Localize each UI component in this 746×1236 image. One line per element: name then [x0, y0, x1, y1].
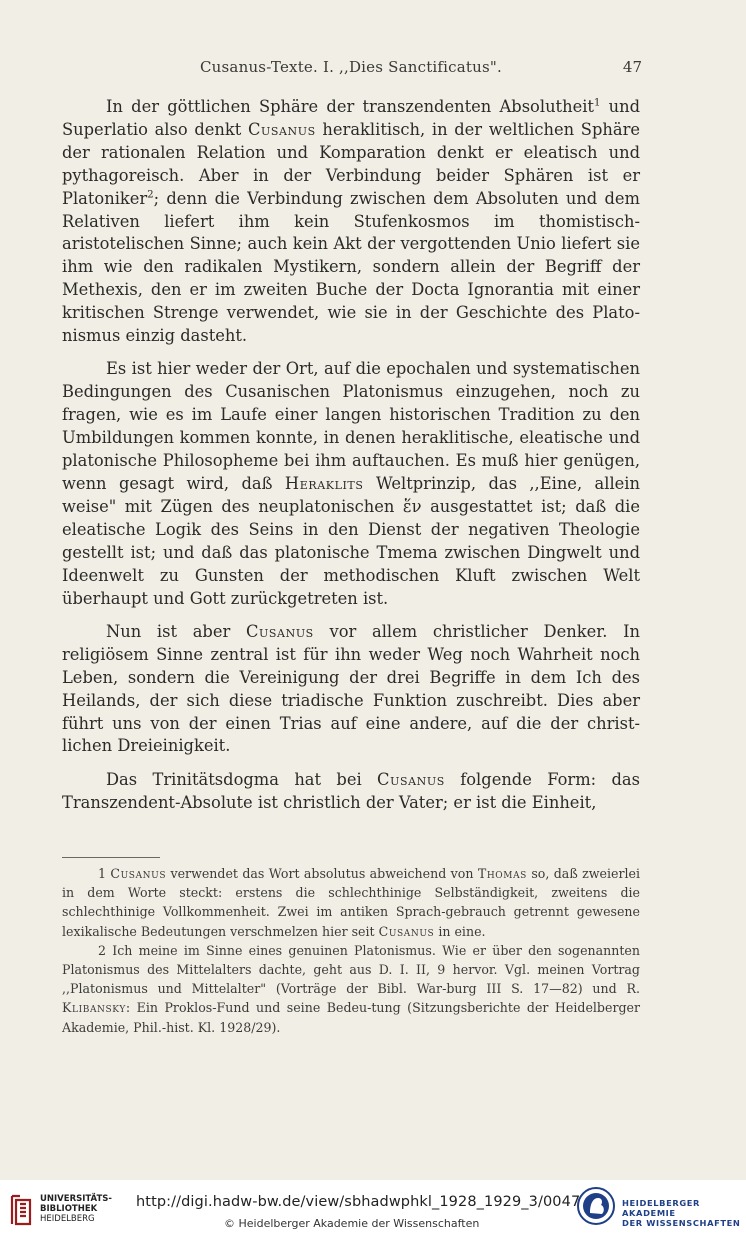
text-run: und Superlatio also denkt — [62, 97, 640, 139]
paragraph-4 — [62, 769, 640, 815]
paragraph-1 — [62, 96, 640, 348]
running-title: Cusanus-Texte. I. ,,Dies Sanctificatus". — [200, 58, 502, 76]
university-library-name — [40, 1194, 112, 1224]
text-run: vor allem christlicher Denker. In religiösem Sinne zentral ist für ihn weder Weg noch Wahrheit noch Leben, sondern die Vereinigung der drei Begriffe in dem Ich des Heilands, der sich diese triadische Funktion zuschreibt. Dies aber führt uns von der einen Trias auf eine andere, auf die der christ-lichen Dreieinigkeit. — [62, 621, 640, 756]
text-run: in eine. — [434, 923, 486, 939]
footnote-divider — [62, 857, 160, 858]
author-name: Thomas — [477, 866, 527, 881]
academy-seal-icon — [576, 1186, 616, 1226]
footnote-marker: 1 — [593, 97, 601, 109]
text-run: Nun ist aber — [106, 621, 246, 641]
page-number: 47 — [622, 58, 642, 76]
footnote-1 — [62, 864, 640, 941]
author-name: Cusanus — [110, 866, 167, 881]
text-run: Das Trinitätsdogma hat bei — [106, 769, 378, 789]
library-name-line3: HEIDELBERG — [40, 1214, 95, 1224]
text-run: verwendet das Wort absolutus abweichend von — [166, 866, 478, 881]
text-run: folgende Form: das Transzendent-Absolute ist christlich der Vater; er ist die Einheit, — [62, 769, 640, 812]
author-name: Cusanus — [378, 923, 435, 939]
author-name: Heraklits — [284, 474, 364, 493]
text-run: 2 Ich meine im Sinne eines genuinen Platonismus. Wie er über den sogenannten Platonismus des Mittelalters dachte, geht aus D. I. II, 9 hervor. Vgl. meinen Vortrag ,,Platonismus und Mittelalter" (Vorträge der Bibl. War-burg III S. 17—82) und R. — [62, 942, 640, 997]
academy-name-line1: HEIDELBERGER AKADEMIE — [622, 1198, 700, 1218]
text-run: 1 — [98, 866, 111, 881]
paragraph-2 — [62, 358, 640, 610]
footnote-2 — [62, 941, 640, 1037]
text-run: : Ein Proklos-Fund und seine Bedeu-tung (Sitzungsberichte der Heidelberger Akademie, Phil.-hist. Kl. 1928/29). — [62, 1000, 640, 1035]
footnotes — [62, 864, 640, 1037]
author-name: Cusanus — [377, 769, 445, 789]
text-run: Weltprinzip, das ,,Eine, allein weise" mit Zügen des neuplatonischen ἕν ausgestattet ist; daß die eleatische Logik des Seins in den Dienst der negativen Theologie gestellt ist; und daß das platonische Tmema zwischen Dingwelt und Ideenwelt zu Gunsten der methodischen Kluft zwischen Welt überhaupt und Gott zurückgetreten ist. — [62, 474, 641, 608]
main-text — [62, 96, 640, 825]
author-name: Cusanus — [247, 119, 316, 139]
text-run: heraklitisch, in der weltlichen Sphäre der rationalen Relation und Komparation denkt er eleatisch und pythagoreisch. Aber in der Verbindung beider Sphären ist er Platoniker — [62, 119, 640, 208]
running-header — [62, 58, 642, 80]
author-name: Cusanus — [245, 621, 314, 641]
permalink[interactable]: http://digi.hadw-bw.de/view/sbhadwphkl_1928_1929_3/0047 — [136, 1194, 581, 1210]
text-run: so, daß zweierlei in dem Worte steckt: erstens die schlechthinige Selbständigkeit, zweitens die schlechthinige Vollkommenheit. Zwei im antiken Sprach-gebrauch getrennt gewesene lexikalische Bedeutungen verschmelzen hier seit — [62, 866, 640, 939]
author-name: Klibansky — [62, 1000, 126, 1016]
paragraph-3 — [62, 621, 640, 758]
text-run: ; denn die Verbindung zwischen dem Absoluten und dem Relativen liefert ihm kein Stufenkosmos im thomistisch-aristotelischen Sinne; auch kein Akt der vergottenden Unio liefert sie ihm wie den radikalen Mystikern, sondern allein der Begriff der Methexis, den er im zweiten Buche der Docta Ignorantia mit einer kritischen Strenge verwendet, wie sie in der Geschichte des Plato-nismus einzig dasteht. — [62, 188, 640, 346]
footnote-marker: 2 — [147, 189, 154, 201]
library-name-line2: BIBLIOTHEK — [40, 1204, 98, 1214]
academy-name — [622, 1198, 746, 1228]
library-name-line1: UNIVERSITÄTS- — [40, 1194, 112, 1204]
digitization-footer — [0, 1180, 746, 1236]
university-library-logo-icon — [6, 1192, 36, 1228]
academy-name-line2: DER WISSENSCHAFTEN — [622, 1218, 741, 1228]
text-run: In der göttlichen Sphäre der transzendenten Absolutheit — [106, 97, 594, 116]
text-run: Es ist hier weder der Ort, auf die epochalen und systematischen Bedingungen des Cusanischen Platonismus einzugehen, noch zu fragen, wie es im Laufe einer langen historischen Tradition zu den Umbildungen kommen konnte, in denen heraklitische, eleatische und platonische Philosopheme bei ihm auftauchen. Es muß hier genügen, wenn gesagt wird, daß — [62, 359, 640, 493]
copyright-notice: © Heidelberger Akademie der Wissenschaften — [224, 1217, 480, 1230]
